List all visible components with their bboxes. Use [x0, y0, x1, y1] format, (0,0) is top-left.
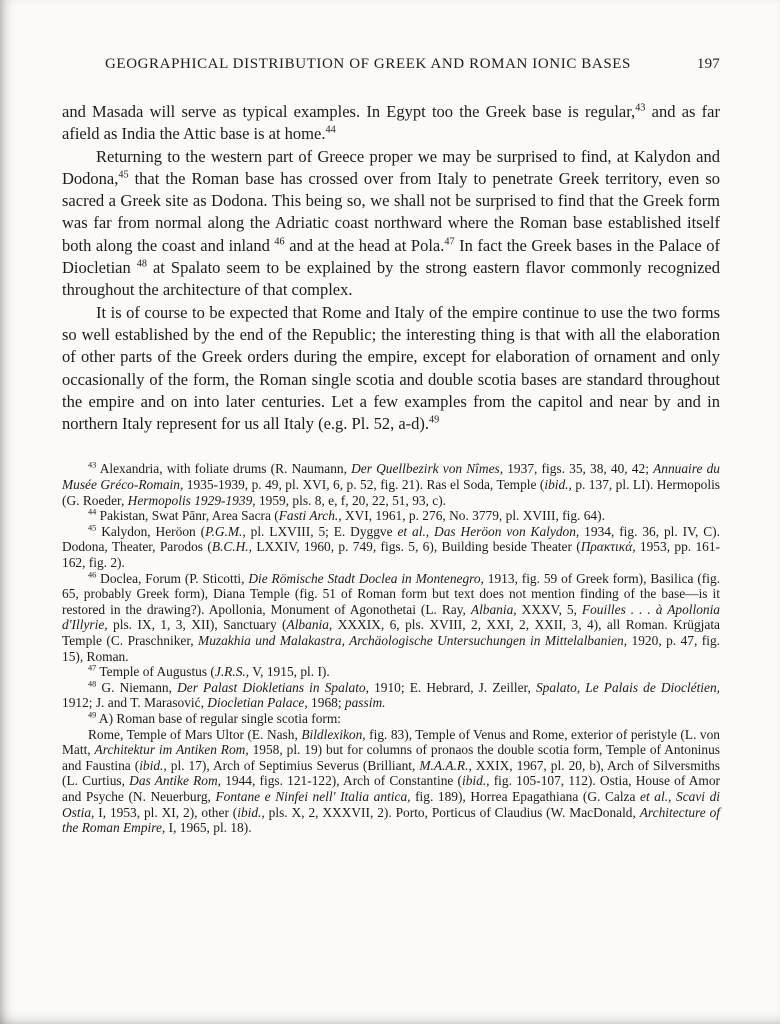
text-segment: XXXV, 5, [516, 601, 582, 617]
cited-title: ibid., [544, 477, 572, 493]
text-segment: and at the head at Pola. [284, 235, 445, 255]
cited-title: Annuaire du Musée Gréco-Romain, [62, 461, 720, 493]
footnote-marker: 43 [88, 460, 97, 470]
cited-title: ibid., [237, 804, 265, 820]
cited-title: Fouilles . . . à Apollonia d'Illyrie, [62, 601, 721, 633]
text-segment: Alexandria, with foliate drums (R. Naumann, [96, 461, 352, 477]
cited-title: Bildlexikon, [301, 726, 366, 742]
footnote-marker: 46 [88, 570, 97, 580]
text-segment: A) Roman base of regular single scotia form: [96, 710, 341, 726]
text-segment: XXXIX, 6, pls. XVIII, 2, XXI, 2, XXII, 3, 4), all Roman. Krügjata Temple (C. Praschniker, [62, 617, 720, 648]
body-paragraph [62, 101, 720, 146]
cited-title: et al., [640, 788, 672, 804]
cited-title: Hermopolis 1929-1939, [127, 492, 256, 508]
text-segment: 1937, figs. 35, 38, 40, 42; [503, 461, 654, 477]
footnote [62, 680, 720, 711]
footnote [62, 727, 720, 836]
cited-title: Fasti Arch., [278, 508, 342, 524]
text-segment: 1935-1939, p. 49, pl. XVI, 6, p. 52, fig. 21). Ras el Soda, Temple ( [183, 477, 545, 493]
cited-title: Diocletian Palace, [207, 695, 308, 711]
text-segment: fig. 83), Temple of Venus and Rome, exterior of peristyle (L. von Matt, [62, 726, 720, 758]
text-segment: 1944, figs. 121-122), Arch of Constantine ( [221, 773, 462, 789]
footnote-marker: 48 [88, 679, 97, 689]
body-paragraph [62, 146, 720, 302]
footnote-marker: 45 [118, 169, 129, 181]
text-segment: pls. X, 2, XXXVII, 2). Porto, Porticus of Claudius (W. MacDonald, [264, 804, 640, 820]
cited-title: passim. [344, 695, 386, 711]
text-segment: p. 137, pl. LI). Hermopolis (G. Roeder, [62, 477, 721, 508]
text-segment: Doclea, Forum (P. Sticotti, [96, 570, 249, 586]
text-segment: Rome, Temple of Mars Ultor (E. Nash, [88, 726, 302, 742]
text-segment: 1913, fig. 59 of Greek form), Basilica (fig. 65, probably Greek form), Diana Temple (fig. 51 of Roman form but text does not mention finding of the base—is it restored in the drawing?). Apollonia, Monument of Agonothetai (L. Ray, [62, 570, 720, 617]
page-number: 197 [696, 56, 720, 72]
cited-title: Muzakhia und Malakastra, Archäologische Untersuchungen in Mittelalbanien, [198, 632, 628, 648]
text-segment: pl. 17), Arch of Septimius Severus (Brilliant, [166, 757, 420, 773]
cited-title: Architecture of the Roman Empire, [62, 804, 720, 836]
cited-title: Scavi di Ostia, [62, 788, 721, 820]
text-segment: 1958, pl. 19) but for columns of pronaos the double scotia form, Temple of Antoninus and Faustina ( [62, 742, 720, 773]
footnote-marker: 46 [274, 236, 285, 248]
cited-title: ibid., [139, 757, 167, 773]
text-segment: XXIX, 1967, pl. 20, b), Arch of Silversmiths (L. Curtius, [62, 757, 720, 789]
footnote [62, 461, 720, 508]
running-header-title: GEOGRAPHICAL DISTRIBUTION OF GREEK AND ROMAN IONIC BASES [105, 56, 631, 72]
cited-title: Das Heröon von Kalydon, [434, 523, 580, 539]
body-paragraph [62, 302, 720, 436]
cited-title: Der Palast Diokletians in Spalato, [177, 679, 369, 695]
text-segment: and as far afield as India the Attic base is at home. [62, 102, 720, 144]
text-segment: pls. IX, 1, 3, XII), Sanctuary ( [107, 617, 287, 633]
footnote-marker: 45 [88, 523, 97, 533]
text-segment: 1968; [307, 695, 345, 711]
text-segment: LXXIV, 1960, p. 749, figs. 5, 6), Building beside Theater ( [252, 539, 581, 555]
text-segment: I, 1965, pl. 18). [165, 820, 252, 836]
footnote-marker: 47 [88, 663, 97, 673]
text-segment: 1910; E. Hebrard, J. Zeiller, [368, 679, 536, 695]
running-header [62, 56, 720, 73]
footnote-marker: 43 [635, 102, 646, 114]
cited-title: Architektur im Antiken Rom, [94, 742, 249, 758]
footnote [62, 711, 720, 727]
text-segment: In fact the Greek bases in the Palace of Diocletian [62, 235, 720, 278]
cited-title: Spalato, Le Palais de Dioclétien, [535, 679, 721, 695]
cited-title: Der Quellbezirk von Nîmes, [351, 461, 504, 477]
footnote [62, 664, 720, 680]
cited-title: ibid., [462, 773, 490, 789]
footnote [62, 524, 720, 571]
cited-title: Fontane e Ninfei nell' Italia antica, [215, 788, 411, 804]
footnote-marker: 48 [136, 258, 147, 270]
footnote-marker: 44 [88, 507, 97, 517]
text-segment: XVI, 1961, p. 276, No. 3779, pl. XVIII, fig. 64). [341, 508, 605, 524]
cited-title: P.G.M., [205, 523, 246, 539]
cited-title: J.R.S., [214, 664, 250, 680]
text-segment: that the Roman base has crossed over from Italy to penetrate Greek territory, even so sacred a Greek site as Dodona. This being so, we shall not be surprised to find that the Greek form was far from normal along the Adriatic coast northward where the Roman base established itself both along the coast and inland [62, 168, 720, 255]
footnote-marker: 49 [429, 414, 440, 426]
cited-title: M.A.A.R., [419, 757, 472, 773]
text-segment: fig. 189), Horrea Epagathiana (G. Calza [410, 788, 641, 804]
text-segment: Temple of Augustus ( [96, 664, 215, 680]
text-segment: and Masada will serve as typical examples. In Egypt too the Greek base is regular, [62, 102, 636, 121]
cited-title: et al., [397, 523, 430, 539]
text-segment: 1912; J. and T. Marasović, [62, 695, 208, 711]
text-segment: at Spalato seem to be explained by the strong eastern flavor commonly recognized throughout the architecture of that complex. [62, 258, 720, 300]
cited-title: B.C.H., [211, 539, 252, 555]
cited-title: Albania, [286, 617, 333, 633]
footnote-marker: 44 [325, 124, 336, 136]
text-segment: It is of course to be expected that Rome and Italy of the empire continue to use the two forms so well established by the end of the Republic; the interesting thing is that with all the elaboration of other parts of the Greek orders during the empire, except for elaboration of ornament and only occasionally of the form, the Roman single scotia and double scotia bases are standard throughout the empire and on into later centuries. Let a few examples from the capitol and near by and in northern Italy represent for us all Italy (e.g. Pl. 52, a-d). [62, 302, 720, 434]
cited-title: Πρακτικά, [580, 539, 636, 555]
text-segment: G. Niemann, [96, 679, 178, 695]
cited-title: Die Römische Stadt Doclea in Montenegro, [248, 570, 484, 586]
cited-title: Albania, [470, 601, 517, 617]
footnotes-section [62, 461, 720, 835]
article-body [62, 101, 720, 435]
text-segment: V, 1915, pl. I). [249, 664, 330, 680]
text-segment: Pakistan, Swat Pānr, Area Sacra ( [96, 508, 279, 524]
text-segment: pl. LXVIII, 5; E. Dyggve [245, 523, 398, 539]
text-segment: fig. 105-107, 112). Ostia, House of Amor and Psyche (N. Neuerburg, [62, 773, 720, 804]
text-segment: 1934, fig. 36, pl. IV, C). Dodona, Theater, Parodos ( [62, 523, 720, 555]
footnote [62, 571, 720, 665]
cited-title: Das Antike Rom, [129, 773, 221, 789]
text-segment: Kalydon, Heröon ( [96, 523, 206, 539]
footnote [62, 508, 720, 524]
text-segment: 1953, pp. 161-162, fig. 2). [62, 539, 720, 571]
footnote-marker: 47 [444, 236, 455, 248]
text-segment: 1920, p. 47, fig. 15), Roman. [62, 632, 720, 664]
text-segment: 1959, pls. 8, e, f, 20, 22, 51, 93, c). [255, 492, 447, 508]
text-segment: I, 1953, pl. XI, 2), other ( [94, 804, 238, 820]
text-segment: Returning to the western part of Greece proper we may be surprised to find, at Kalydon and Dodona, [62, 146, 720, 188]
footnote-marker: 49 [88, 710, 97, 720]
